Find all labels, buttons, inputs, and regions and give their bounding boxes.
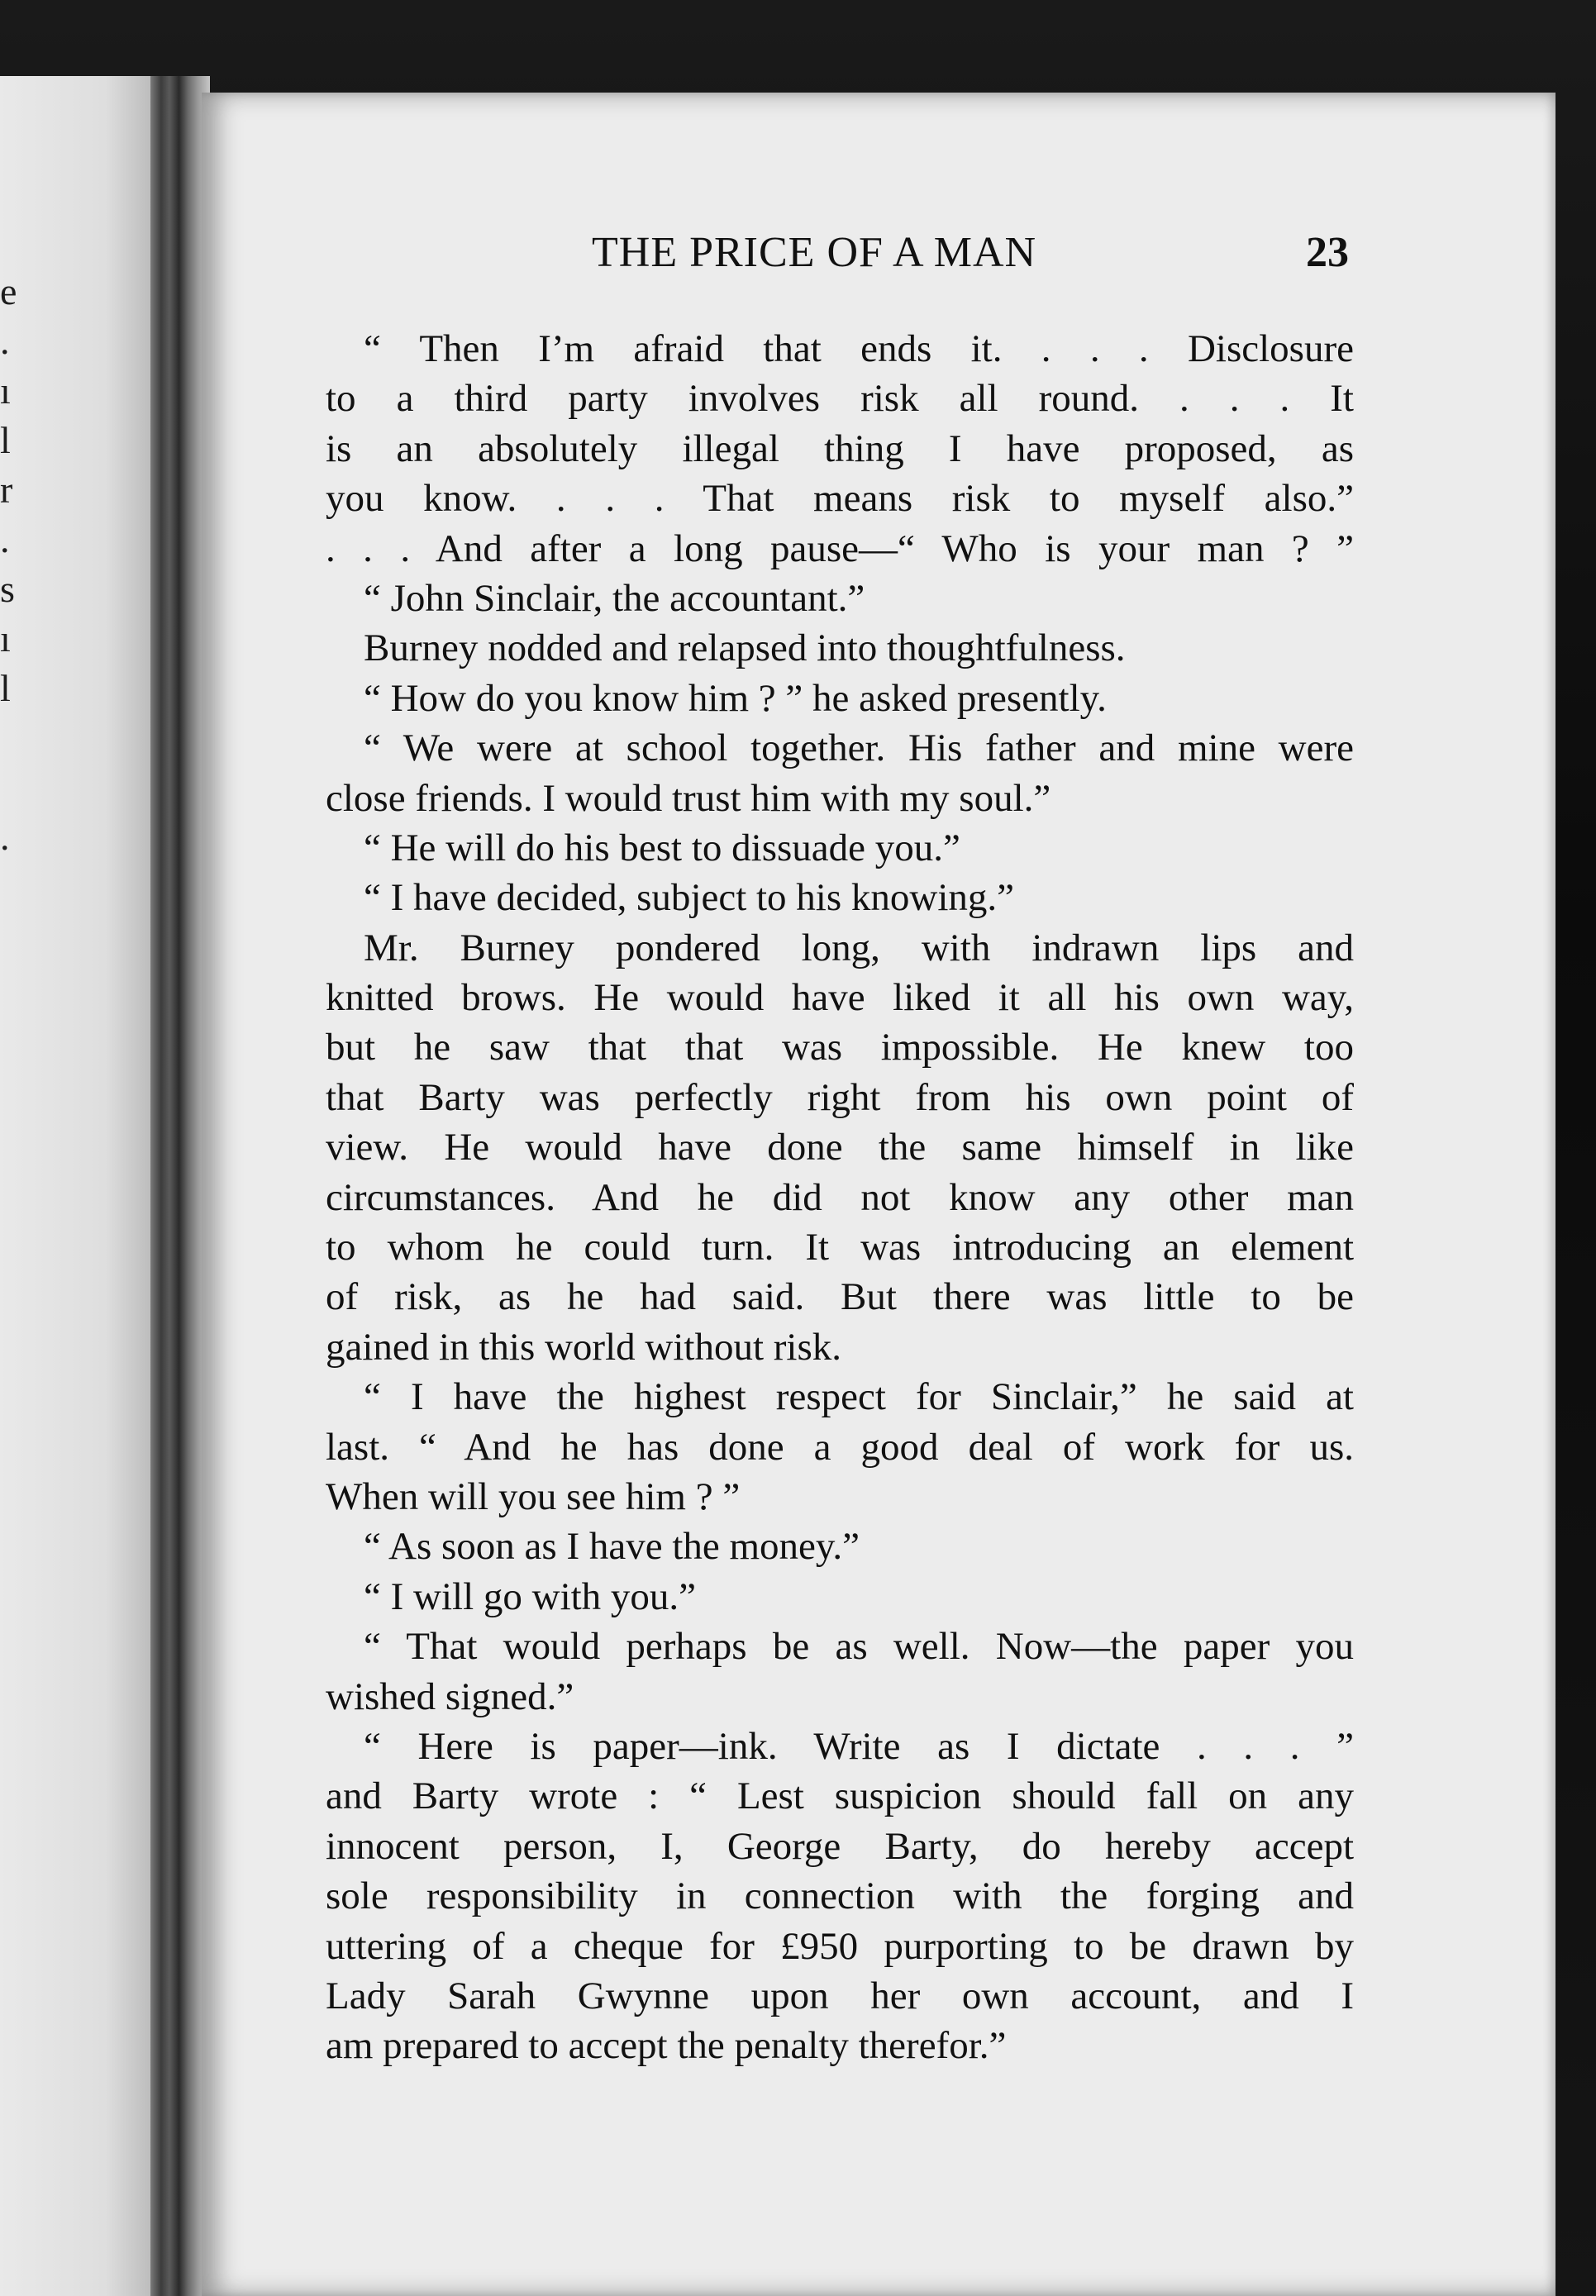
- previous-page-char: l: [0, 422, 11, 460]
- text-line: uttering of a cheque for £950 purporting to be drawn by: [326, 1924, 1354, 1968]
- text-line: and Barty wrote : “ Lest suspicion should fall on any: [326, 1774, 1354, 1818]
- page-body-text: [326, 324, 1354, 2071]
- text-line: “ He will do his best to dissuade you.”: [364, 826, 960, 869]
- text-line: that Barty was perfectly right from his own point of: [326, 1075, 1354, 1119]
- text-line: “ John Sinclair, the accountant.”: [364, 576, 865, 620]
- text-line: “ As soon as I have the money.”: [364, 1525, 860, 1569]
- running-head: THE PRICE OF A MAN: [592, 229, 1037, 276]
- text-line: close friends. I would trust him with my soul.”: [326, 776, 1051, 820]
- previous-page-char: ı: [0, 620, 11, 658]
- text-line: “ That would perhaps be as well. Now—the paper you: [364, 1625, 1354, 1669]
- text-line: gained in this world without risk.: [326, 1325, 842, 1369]
- text-line: When will you see him ? ”: [326, 1474, 741, 1518]
- previous-page-char: l: [0, 669, 11, 707]
- text-line: “ I will go with you.”: [364, 1574, 697, 1618]
- text-line: is an absolutely illegal thing I have proposed, as: [326, 426, 1354, 470]
- text-line: sole responsibility in connection with the forging and: [326, 1874, 1354, 1918]
- previous-page-char: .: [0, 818, 10, 856]
- text-line: last. “ And he has done a good deal of work for us.: [326, 1425, 1354, 1469]
- text-line: am prepared to accept the penalty therefor.”: [326, 2024, 1007, 2068]
- text-line: Lady Sarah Gwynne upon her own account, and I: [326, 1974, 1354, 2017]
- previous-page-char: r: [0, 471, 13, 509]
- text-line: of risk, as he had said. But there was little to be: [326, 1275, 1354, 1319]
- text-line: . . . And after a long pause—“ Who is your man ? ”: [326, 526, 1354, 570]
- text-line: Burney nodded and relapsed into thoughtfulness.: [364, 626, 1126, 670]
- previous-page-char: .: [0, 322, 10, 360]
- text-line: “ We were at school together. His father and mine were: [364, 726, 1354, 770]
- text-line: view. He would have done the same himself in like: [326, 1126, 1354, 1169]
- text-line: you know. . . . That means risk to myself also.”: [326, 477, 1354, 521]
- text-line: “ I have the highest respect for Sinclair,” he said at: [364, 1375, 1354, 1419]
- text-line: “ How do you know him ? ” he asked presently.: [364, 676, 1107, 720]
- page-number: 23: [1306, 229, 1349, 276]
- text-line: “ Then I’m afraid that ends it. . . . Disclosure: [364, 327, 1354, 370]
- text-line: to whom he could turn. It was introducing an element: [326, 1226, 1354, 1269]
- text-line: to a third party involves risk all round. . . . It: [326, 377, 1354, 421]
- text-line: knitted brows. He would have liked it all his own way,: [326, 976, 1354, 1020]
- text-line: circumstances. And he did not know any other man: [326, 1175, 1354, 1219]
- text-line: but he saw that that was impossible. He knew too: [326, 1026, 1354, 1069]
- text-line: Mr. Burney pondered long, with indrawn lips and: [364, 926, 1354, 969]
- text-line: wished signed.”: [326, 1674, 574, 1718]
- text-line: “ I have decided, subject to his knowing.”: [364, 876, 1015, 920]
- text-line: “ Here is paper—ink. Write as I dictate . . . ”: [364, 1724, 1354, 1768]
- previous-page-char: .: [0, 521, 10, 559]
- text-line: innocent person, I, George Barty, do hereby accept: [326, 1824, 1354, 1868]
- previous-page-char: s: [0, 570, 15, 608]
- previous-page-char: ı: [0, 372, 11, 410]
- previous-page-edge: [0, 76, 150, 2296]
- previous-page-char: e: [0, 273, 17, 311]
